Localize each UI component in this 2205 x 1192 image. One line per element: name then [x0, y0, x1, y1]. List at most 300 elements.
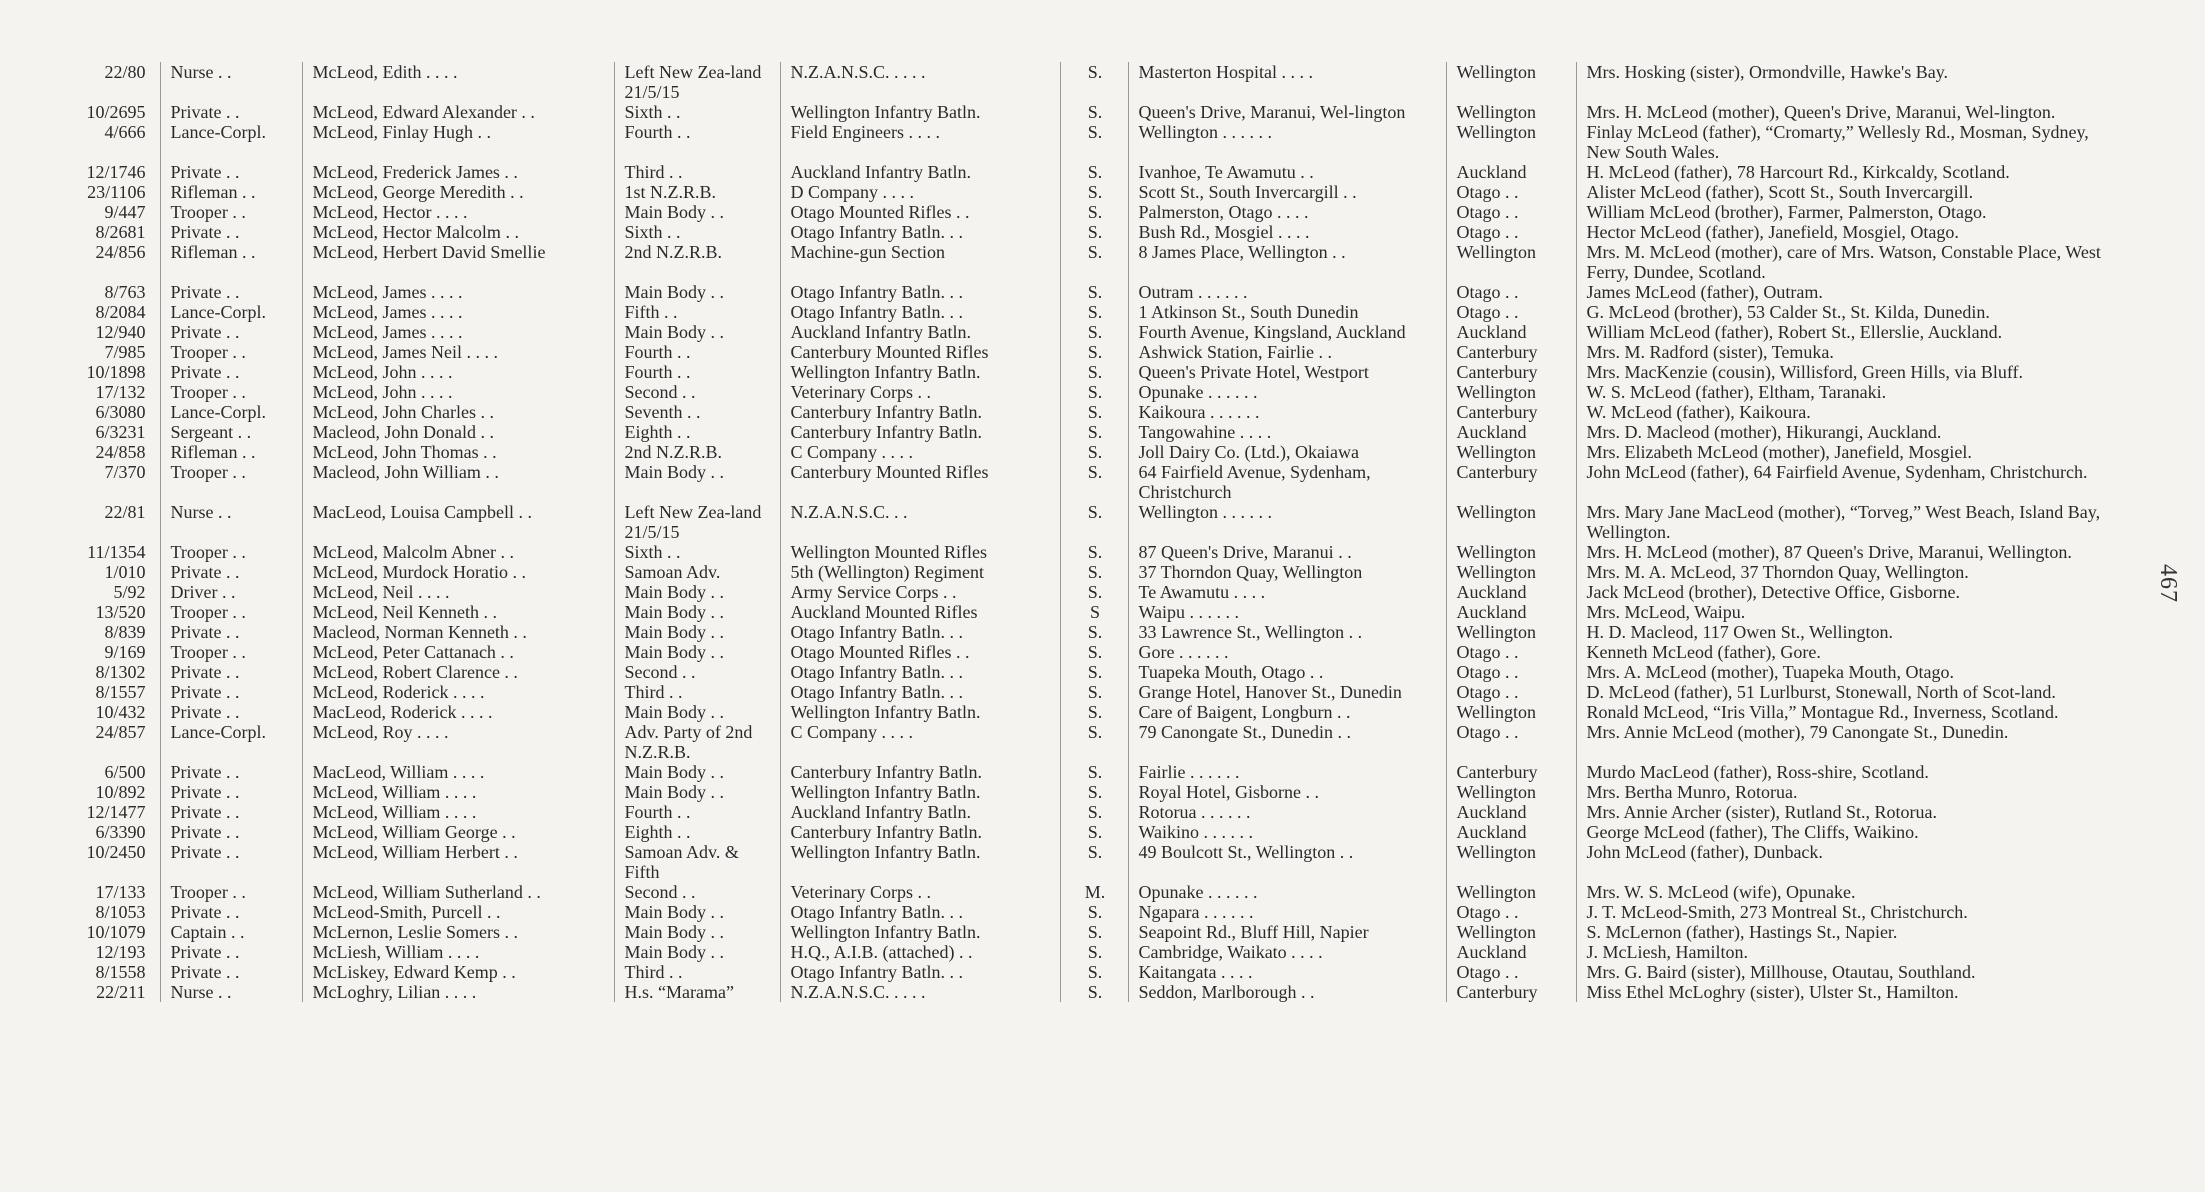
- marital-status-cell: S.: [1060, 622, 1128, 642]
- marital-status-cell: S.: [1060, 922, 1128, 942]
- draft-cell: Eighth . .: [614, 822, 780, 842]
- regimental-number-cell: 10/2695: [86, 102, 146, 122]
- regimental-number-cell: 8/1558: [95, 962, 146, 982]
- marital-status-cell: S.: [1060, 782, 1128, 802]
- district-cell: Otago . .: [1446, 182, 1576, 202]
- table-row: [48, 582, 2133, 602]
- table-row: [48, 62, 2133, 102]
- regimental-number-cell: 4/666: [104, 122, 146, 142]
- rank-cell: Private . .: [160, 942, 302, 962]
- rank-cell: Lance-Corpl.: [160, 402, 302, 422]
- soldier-name-cell: McLeod, William Sutherland . .: [302, 882, 614, 902]
- draft-cell: Eighth . .: [614, 422, 780, 442]
- rank-cell: Trooper . .: [160, 462, 302, 502]
- next-of-kin-cell: William McLeod (brother), Farmer, Palmerston, Otago.: [1576, 202, 2133, 222]
- next-of-kin-cell: Mrs. W. S. McLeod (wife), Opunake.: [1576, 882, 2133, 902]
- soldier-name-cell: McLoghry, Lilian . . . .: [302, 982, 614, 1002]
- rank-cell: Trooper . .: [160, 202, 302, 222]
- rank-cell: Private . .: [160, 962, 302, 982]
- draft-cell: Main Body . .: [614, 762, 780, 782]
- draft-cell: Left New Zea-land 21/5/15: [614, 502, 780, 542]
- soldier-name-cell: McLeod, George Meredith . .: [302, 182, 614, 202]
- district-cell: Auckland: [1446, 942, 1576, 962]
- marital-status-cell: S.: [1060, 402, 1128, 422]
- regimental-number-cell: 8/1302: [95, 662, 146, 682]
- district-cell: Otago . .: [1446, 662, 1576, 682]
- marital-status-cell: S.: [1060, 582, 1128, 602]
- soldier-name-cell: McLeod, Hector . . . .: [302, 202, 614, 222]
- unit-cell: Otago Mounted Rifles . .: [780, 202, 1060, 222]
- address-cell: Ivanhoe, Te Awamutu . .: [1128, 162, 1446, 182]
- next-of-kin-cell: S. McLernon (father), Hastings St., Napier.: [1576, 922, 2133, 942]
- district-cell: Wellington: [1446, 622, 1576, 642]
- unit-cell: Otago Infantry Batln. . .: [780, 622, 1060, 642]
- district-cell: Wellington: [1446, 702, 1576, 722]
- rank-cell: Captain . .: [160, 922, 302, 942]
- district-cell: Auckland: [1446, 422, 1576, 442]
- draft-cell: Third . .: [614, 962, 780, 982]
- district-cell: Wellington: [1446, 442, 1576, 462]
- marital-status-cell: S.: [1060, 282, 1128, 302]
- unit-cell: Wellington Infantry Batln.: [780, 782, 1060, 802]
- rank-cell: Private . .: [160, 362, 302, 382]
- next-of-kin-cell: Mrs. Annie Archer (sister), Rutland St., Rotorua.: [1576, 802, 2133, 822]
- district-cell: Otago . .: [1446, 962, 1576, 982]
- next-of-kin-cell: W. McLeod (father), Kaikoura.: [1576, 402, 2133, 422]
- address-cell: Fairlie . . . . . .: [1128, 762, 1446, 782]
- table-row: [48, 682, 2133, 702]
- rank-cell: Private . .: [160, 102, 302, 122]
- district-cell: Canterbury: [1446, 762, 1576, 782]
- marital-status-cell: S.: [1060, 362, 1128, 382]
- address-cell: Seddon, Marlborough . .: [1128, 982, 1446, 1002]
- address-cell: 79 Canongate St., Dunedin . .: [1128, 722, 1446, 762]
- draft-cell: Main Body . .: [614, 462, 780, 502]
- unit-cell: Wellington Infantry Batln.: [780, 102, 1060, 122]
- rank-cell: Trooper . .: [160, 642, 302, 662]
- regimental-number-cell: 23/1106: [87, 182, 146, 202]
- soldier-name-cell: McLeod, Hector Malcolm . .: [302, 222, 614, 242]
- district-cell: Wellington: [1446, 242, 1576, 282]
- table-row: [48, 462, 2133, 502]
- rank-cell: Private . .: [160, 282, 302, 302]
- draft-cell: Fourth . .: [614, 802, 780, 822]
- unit-cell: Otago Infantry Batln. . .: [780, 222, 1060, 242]
- rank-cell: Lance-Corpl.: [160, 122, 302, 162]
- marital-status-cell: M.: [1060, 882, 1128, 902]
- soldier-name-cell: McLeod, Edward Alexander . .: [302, 102, 614, 122]
- address-cell: 37 Thorndon Quay, Wellington: [1128, 562, 1446, 582]
- draft-cell: Seventh . .: [614, 402, 780, 422]
- unit-cell: Otago Infantry Batln. . .: [780, 962, 1060, 982]
- marital-status-cell: S.: [1060, 202, 1128, 222]
- draft-cell: Fourth . .: [614, 122, 780, 162]
- unit-cell: Canterbury Infantry Batln.: [780, 822, 1060, 842]
- address-cell: Royal Hotel, Gisborne . .: [1128, 782, 1446, 802]
- soldier-name-cell: McLernon, Leslie Somers . .: [302, 922, 614, 942]
- soldier-name-cell: McLiskey, Edward Kemp . .: [302, 962, 614, 982]
- soldier-name-cell: McLeod, Malcolm Abner . .: [302, 542, 614, 562]
- table-row: [48, 222, 2133, 242]
- table-row: [48, 922, 2133, 942]
- next-of-kin-cell: Finlay McLeod (father), “Cromarty,” Wellesly Rd., Mosman, Sydney, New South Wales.: [1576, 122, 2133, 162]
- rank-cell: Trooper . .: [160, 382, 302, 402]
- table-row: [48, 402, 2133, 422]
- unit-cell: Veterinary Corps . .: [780, 882, 1060, 902]
- soldier-name-cell: McLeod, James . . . .: [302, 302, 614, 322]
- table-row: [48, 982, 2133, 1002]
- unit-cell: N.Z.A.N.S.C. . .: [780, 502, 1060, 542]
- draft-cell: Main Body . .: [614, 642, 780, 662]
- unit-cell: C Company . . . .: [780, 722, 1060, 762]
- next-of-kin-cell: Kenneth McLeod (father), Gore.: [1576, 642, 2133, 662]
- rank-cell: Private . .: [160, 702, 302, 722]
- marital-status-cell: S.: [1060, 62, 1128, 102]
- rank-cell: Trooper . .: [160, 542, 302, 562]
- rank-cell: Private . .: [160, 782, 302, 802]
- soldier-name-cell: McLeod, James . . . .: [302, 322, 614, 342]
- rank-cell: Private . .: [160, 822, 302, 842]
- district-cell: Otago . .: [1446, 682, 1576, 702]
- soldier-name-cell: MacLeod, William . . . .: [302, 762, 614, 782]
- unit-cell: Auckland Infantry Batln.: [780, 322, 1060, 342]
- draft-cell: Third . .: [614, 162, 780, 182]
- regimental-number-cell: 24/858: [95, 442, 146, 462]
- address-cell: Tuapeka Mouth, Otago . .: [1128, 662, 1446, 682]
- marital-status-cell: S.: [1060, 962, 1128, 982]
- district-cell: Otago . .: [1446, 222, 1576, 242]
- next-of-kin-cell: Mrs. M. McLeod (mother), care of Mrs. Watson, Constable Place, West Ferry, Dundee, Scotland.: [1576, 242, 2133, 282]
- rank-cell: Private . .: [160, 162, 302, 182]
- draft-cell: Sixth . .: [614, 222, 780, 242]
- regimental-number-cell: 24/857: [95, 722, 146, 742]
- table-row: [48, 762, 2133, 782]
- regimental-number-cell: 6/500: [104, 762, 146, 782]
- rank-cell: Trooper . .: [160, 602, 302, 622]
- soldier-name-cell: McLeod, Neil Kenneth . .: [302, 602, 614, 622]
- rank-cell: Private . .: [160, 802, 302, 822]
- next-of-kin-cell: G. McLeod (brother), 53 Calder St., St. Kilda, Dunedin.: [1576, 302, 2133, 322]
- draft-cell: Fifth . .: [614, 302, 780, 322]
- address-cell: Cambridge, Waikato . . . .: [1128, 942, 1446, 962]
- district-cell: Wellington: [1446, 382, 1576, 402]
- district-cell: Auckland: [1446, 602, 1576, 622]
- next-of-kin-cell: J. McLiesh, Hamilton.: [1576, 942, 2133, 962]
- table-row: [48, 342, 2133, 362]
- soldier-name-cell: McLeod, Robert Clarence . .: [302, 662, 614, 682]
- address-cell: 49 Boulcott St., Wellington . .: [1128, 842, 1446, 882]
- table-row: [48, 442, 2133, 462]
- draft-cell: Main Body . .: [614, 322, 780, 342]
- marital-status-cell: S.: [1060, 682, 1128, 702]
- soldier-name-cell: Macleod, John William . .: [302, 462, 614, 502]
- address-cell: Fourth Avenue, Kingsland, Auckland: [1128, 322, 1446, 342]
- district-cell: Wellington: [1446, 102, 1576, 122]
- table-row: [48, 842, 2133, 882]
- address-cell: Masterton Hospital . . . .: [1128, 62, 1446, 102]
- unit-cell: C Company . . . .: [780, 442, 1060, 462]
- next-of-kin-cell: James McLeod (father), Outram.: [1576, 282, 2133, 302]
- next-of-kin-cell: Mrs. A. McLeod (mother), Tuapeka Mouth, Otago.: [1576, 662, 2133, 682]
- district-cell: Otago . .: [1446, 282, 1576, 302]
- table-row: [48, 282, 2133, 302]
- soldier-name-cell: McLeod, William George . .: [302, 822, 614, 842]
- address-cell: Kaitangata . . . .: [1128, 962, 1446, 982]
- next-of-kin-cell: Mrs. Hosking (sister), Ormondville, Hawke's Bay.: [1576, 62, 2133, 102]
- soldier-name-cell: MacLeod, Louisa Campbell . .: [302, 502, 614, 542]
- address-cell: Grange Hotel, Hanover St., Dunedin: [1128, 682, 1446, 702]
- address-cell: Te Awamutu . . . .: [1128, 582, 1446, 602]
- district-cell: Wellington: [1446, 562, 1576, 582]
- draft-cell: Main Body . .: [614, 942, 780, 962]
- marital-status-cell: S.: [1060, 942, 1128, 962]
- soldier-name-cell: McLeod, James . . . .: [302, 282, 614, 302]
- table-row: [48, 422, 2133, 442]
- table-row: [48, 382, 2133, 402]
- marital-status-cell: S.: [1060, 122, 1128, 162]
- table-row: [48, 782, 2133, 802]
- address-cell: Joll Dairy Co. (Ltd.), Okaiawa: [1128, 442, 1446, 462]
- draft-cell: Second . .: [614, 382, 780, 402]
- marital-status-cell: S.: [1060, 182, 1128, 202]
- unit-cell: N.Z.A.N.S.C. . . . .: [780, 982, 1060, 1002]
- unit-cell: Auckland Mounted Rifles: [780, 602, 1060, 622]
- address-cell: Wellington . . . . . .: [1128, 502, 1446, 542]
- table-row: [48, 642, 2133, 662]
- district-cell: Wellington: [1446, 922, 1576, 942]
- rank-cell: Rifleman . .: [160, 442, 302, 462]
- next-of-kin-cell: Mrs. Elizabeth McLeod (mother), Janefield, Mosgiel.: [1576, 442, 2133, 462]
- soldier-name-cell: McLeod, Peter Cattanach . .: [302, 642, 614, 662]
- marital-status-cell: S.: [1060, 542, 1128, 562]
- next-of-kin-cell: William McLeod (father), Robert St., Ellerslie, Auckland.: [1576, 322, 2133, 342]
- unit-cell: Field Engineers . . . .: [780, 122, 1060, 162]
- draft-cell: Main Body . .: [614, 202, 780, 222]
- next-of-kin-cell: Mrs. Annie McLeod (mother), 79 Canongate St., Dunedin.: [1576, 722, 2133, 762]
- soldier-name-cell: Macleod, John Donald . .: [302, 422, 614, 442]
- regimental-number-cell: 8/1557: [95, 682, 146, 702]
- district-cell: Canterbury: [1446, 462, 1576, 502]
- district-cell: Wellington: [1446, 122, 1576, 162]
- next-of-kin-cell: Mrs. D. Macleod (mother), Hikurangi, Auckland.: [1576, 422, 2133, 442]
- regimental-number-cell: 10/432: [95, 702, 146, 722]
- marital-status-cell: S.: [1060, 302, 1128, 322]
- marital-status-cell: S.: [1060, 422, 1128, 442]
- next-of-kin-cell: Murdo MacLeod (father), Ross-shire, Scotland.: [1576, 762, 2133, 782]
- next-of-kin-cell: John McLeod (father), 64 Fairfield Avenue, Sydenham, Christchurch.: [1576, 462, 2133, 502]
- marital-status-cell: S.: [1060, 722, 1128, 762]
- next-of-kin-cell: W. S. McLeod (father), Eltham, Taranaki.: [1576, 382, 2133, 402]
- district-cell: Canterbury: [1446, 362, 1576, 382]
- marital-status-cell: S.: [1060, 662, 1128, 682]
- address-cell: 64 Fairfield Avenue, Sydenham, Christchurch: [1128, 462, 1446, 502]
- marital-status-cell: S.: [1060, 502, 1128, 542]
- regimental-number-cell: 13/520: [95, 602, 146, 622]
- draft-cell: 2nd N.Z.R.B.: [614, 242, 780, 282]
- rank-cell: Nurse . .: [160, 982, 302, 1002]
- unit-cell: Canterbury Infantry Batln.: [780, 422, 1060, 442]
- unit-cell: N.Z.A.N.S.C. . . . .: [780, 62, 1060, 102]
- regimental-number-cell: 12/1477: [86, 802, 146, 822]
- regimental-number-cell: 22/211: [96, 982, 146, 1002]
- unit-cell: Otago Infantry Batln. . .: [780, 302, 1060, 322]
- marital-status-cell: S.: [1060, 442, 1128, 462]
- marital-status-cell: S.: [1060, 322, 1128, 342]
- next-of-kin-cell: John McLeod (father), Dunback.: [1576, 842, 2133, 882]
- unit-cell: Machine-gun Section: [780, 242, 1060, 282]
- marital-status-cell: S.: [1060, 382, 1128, 402]
- table-row: [48, 942, 2133, 962]
- next-of-kin-cell: H. D. Macleod, 117 Owen St., Wellington.: [1576, 622, 2133, 642]
- rank-cell: Rifleman . .: [160, 182, 302, 202]
- unit-cell: Wellington Infantry Batln.: [780, 842, 1060, 882]
- soldier-name-cell: McLeod, Roderick . . . .: [302, 682, 614, 702]
- roll-body: [48, 62, 2133, 1002]
- rank-cell: Private . .: [160, 222, 302, 242]
- soldier-name-cell: McLeod, William Herbert . .: [302, 842, 614, 882]
- district-cell: Wellington: [1446, 882, 1576, 902]
- regimental-number-cell: 7/370: [104, 462, 146, 482]
- table-row: [48, 102, 2133, 122]
- regimental-number-cell: 17/132: [95, 382, 146, 402]
- unit-cell: Otago Infantry Batln. . .: [780, 662, 1060, 682]
- soldier-name-cell: McLeod, John Charles . .: [302, 402, 614, 422]
- next-of-kin-cell: J. T. McLeod-Smith, 273 Montreal St., Christchurch.: [1576, 902, 2133, 922]
- unit-cell: Canterbury Infantry Batln.: [780, 402, 1060, 422]
- address-cell: Ashwick Station, Fairlie . .: [1128, 342, 1446, 362]
- draft-cell: Main Body . .: [614, 902, 780, 922]
- table-row: [48, 802, 2133, 822]
- marital-status-cell: S.: [1060, 642, 1128, 662]
- address-cell: 8 James Place, Wellington . .: [1128, 242, 1446, 282]
- draft-cell: Sixth . .: [614, 102, 780, 122]
- rank-cell: Private . .: [160, 662, 302, 682]
- next-of-kin-cell: Miss Ethel McLoghry (sister), Ulster St., Hamilton.: [1576, 982, 2133, 1002]
- regimental-number-cell: 6/3080: [95, 402, 146, 422]
- unit-cell: Veterinary Corps . .: [780, 382, 1060, 402]
- district-cell: Auckland: [1446, 582, 1576, 602]
- address-cell: Bush Rd., Mosgiel . . . .: [1128, 222, 1446, 242]
- draft-cell: Samoan Adv. & Fifth: [614, 842, 780, 882]
- rank-cell: Private . .: [160, 322, 302, 342]
- marital-status-cell: S.: [1060, 222, 1128, 242]
- table-row: [48, 542, 2133, 562]
- regimental-number-cell: 8/2681: [95, 222, 146, 242]
- regimental-number-cell: 24/856: [95, 242, 146, 262]
- table-row: [48, 882, 2133, 902]
- address-cell: Outram . . . . . .: [1128, 282, 1446, 302]
- marital-status-cell: S.: [1060, 342, 1128, 362]
- address-cell: Palmerston, Otago . . . .: [1128, 202, 1446, 222]
- regimental-number-cell: 11/1354: [87, 542, 146, 562]
- draft-cell: 2nd N.Z.R.B.: [614, 442, 780, 462]
- district-cell: Wellington: [1446, 542, 1576, 562]
- next-of-kin-cell: Mrs. Mary Jane MacLeod (mother), “Torveg,” West Beach, Island Bay, Wellington.: [1576, 502, 2133, 542]
- soldier-name-cell: McLeod, Neil . . . .: [302, 582, 614, 602]
- district-cell: Otago . .: [1446, 302, 1576, 322]
- marital-status-cell: S.: [1060, 242, 1128, 282]
- next-of-kin-cell: Mrs. H. McLeod (mother), 87 Queen's Drive, Maranui, Wellington.: [1576, 542, 2133, 562]
- address-cell: Gore . . . . . .: [1128, 642, 1446, 662]
- draft-cell: Fourth . .: [614, 362, 780, 382]
- address-cell: Queen's Private Hotel, Westport: [1128, 362, 1446, 382]
- table-row: [48, 622, 2133, 642]
- table-row: [48, 202, 2133, 222]
- marital-status-cell: S.: [1060, 902, 1128, 922]
- table-row: [48, 362, 2133, 382]
- district-cell: Auckland: [1446, 802, 1576, 822]
- regimental-number-cell: 5/92: [113, 582, 146, 602]
- rank-cell: Private . .: [160, 762, 302, 782]
- next-of-kin-cell: Hector McLeod (father), Janefield, Mosgiel, Otago.: [1576, 222, 2133, 242]
- address-cell: Rotorua . . . . . .: [1128, 802, 1446, 822]
- draft-cell: Third . .: [614, 682, 780, 702]
- address-cell: 87 Queen's Drive, Maranui . .: [1128, 542, 1446, 562]
- soldier-name-cell: McLeod, William . . . .: [302, 802, 614, 822]
- marital-status-cell: S.: [1060, 802, 1128, 822]
- regimental-number-cell: 10/2450: [86, 842, 146, 862]
- soldier-name-cell: McLeod, Roy . . . .: [302, 722, 614, 762]
- draft-cell: Main Body . .: [614, 782, 780, 802]
- soldier-name-cell: MacLeod, Roderick . . . .: [302, 702, 614, 722]
- table-row: [48, 822, 2133, 842]
- soldier-name-cell: McLeod, Murdock Horatio . .: [302, 562, 614, 582]
- marital-status-cell: S: [1060, 602, 1128, 622]
- table-row: [48, 162, 2133, 182]
- draft-cell: Main Body . .: [614, 702, 780, 722]
- regimental-number-cell: 8/763: [104, 282, 146, 302]
- district-cell: Auckland: [1446, 822, 1576, 842]
- draft-cell: Main Body . .: [614, 602, 780, 622]
- next-of-kin-cell: Mrs. H. McLeod (mother), Queen's Drive, Maranui, Wel-lington.: [1576, 102, 2133, 122]
- next-of-kin-cell: Alister McLeod (father), Scott St., South Invercargill.: [1576, 182, 2133, 202]
- next-of-kin-cell: George McLeod (father), The Cliffs, Waikino.: [1576, 822, 2133, 842]
- regimental-number-cell: 10/1079: [86, 922, 146, 942]
- rank-cell: Private . .: [160, 842, 302, 882]
- unit-cell: Otago Infantry Batln. . .: [780, 682, 1060, 702]
- rank-cell: Trooper . .: [160, 342, 302, 362]
- next-of-kin-cell: Jack McLeod (brother), Detective Office, Gisborne.: [1576, 582, 2133, 602]
- rank-cell: Private . .: [160, 902, 302, 922]
- next-of-kin-cell: Mrs. M. A. McLeod, 37 Thorndon Quay, Wellington.: [1576, 562, 2133, 582]
- marital-status-cell: S.: [1060, 762, 1128, 782]
- unit-cell: Wellington Infantry Batln.: [780, 922, 1060, 942]
- next-of-kin-cell: Mrs. MacKenzie (cousin), Willisford, Green Hills, via Bluff.: [1576, 362, 2133, 382]
- soldier-name-cell: McLeod, James Neil . . . .: [302, 342, 614, 362]
- table-row: [48, 502, 2133, 542]
- regimental-number-cell: 10/892: [95, 782, 146, 802]
- draft-cell: Main Body . .: [614, 922, 780, 942]
- district-cell: Otago . .: [1446, 722, 1576, 762]
- address-cell: Opunake . . . . . .: [1128, 382, 1446, 402]
- table-row: [48, 902, 2133, 922]
- address-cell: Tangowahine . . . .: [1128, 422, 1446, 442]
- regimental-number-cell: 6/3390: [95, 822, 146, 842]
- unit-cell: Otago Mounted Rifles . .: [780, 642, 1060, 662]
- address-cell: Wellington . . . . . .: [1128, 122, 1446, 162]
- table-row: [48, 242, 2133, 282]
- regimental-number-cell: 8/1053: [95, 902, 146, 922]
- soldier-name-cell: Macleod, Norman Kenneth . .: [302, 622, 614, 642]
- table-row: [48, 302, 2133, 322]
- draft-cell: Second . .: [614, 882, 780, 902]
- marital-status-cell: S.: [1060, 702, 1128, 722]
- address-cell: Opunake . . . . . .: [1128, 882, 1446, 902]
- regimental-number-cell: 9/447: [104, 202, 146, 222]
- address-cell: Queen's Drive, Maranui, Wel-lington: [1128, 102, 1446, 122]
- address-cell: Scott St., South Invercargill . .: [1128, 182, 1446, 202]
- district-cell: Auckland: [1446, 322, 1576, 342]
